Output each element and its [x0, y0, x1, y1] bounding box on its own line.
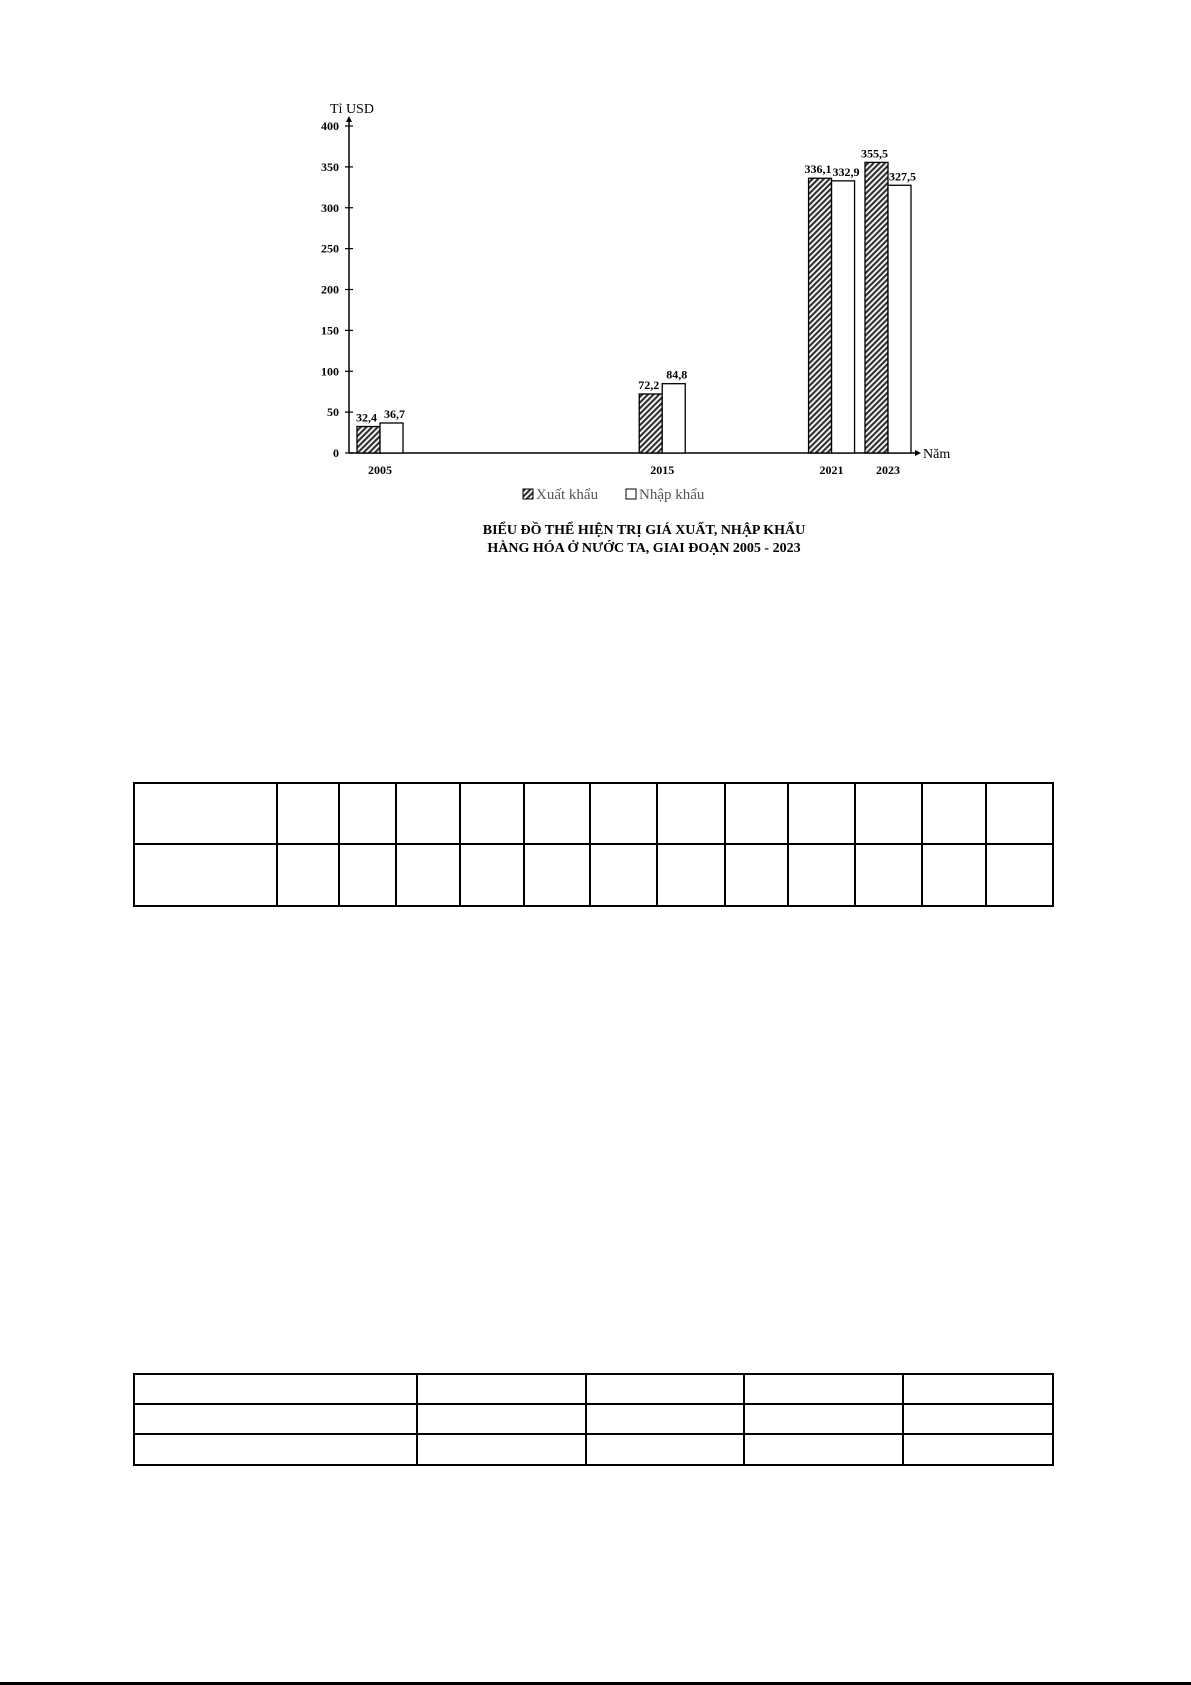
y-tick-label: 150: [321, 323, 339, 338]
y-tick-label: 100: [321, 364, 339, 379]
bar-export: [357, 427, 380, 453]
table-cell: [922, 844, 986, 906]
y-tick-label: 200: [321, 282, 339, 297]
x-tick-label: 2023: [876, 463, 900, 477]
y-tick-label: 250: [321, 241, 339, 256]
table-cell: [657, 844, 725, 906]
y-tick-label: 400: [321, 119, 339, 133]
table-cell: [417, 1404, 586, 1434]
table-cell: [788, 783, 855, 844]
table-cell: [586, 1374, 744, 1404]
table-cell: [396, 844, 460, 906]
y-tick-label: 350: [321, 159, 339, 174]
table-bottom: [133, 1373, 1054, 1466]
data-label: 336,1: [804, 162, 832, 177]
table-cell: [903, 1374, 1053, 1404]
data-label: 32,4: [356, 410, 377, 425]
y-tick-label: 300: [321, 200, 339, 215]
y-tick-label: 50: [327, 405, 339, 420]
table-cell: [134, 1404, 417, 1434]
bar-export: [865, 162, 888, 453]
table-cell: [417, 1434, 586, 1465]
legend-label-export: Xuất khẩu: [536, 487, 599, 503]
bar-export: [809, 178, 832, 453]
table-cell: [855, 783, 922, 844]
table-cell: [903, 1404, 1053, 1434]
table-cell: [134, 1374, 417, 1404]
table-cell: [986, 844, 1053, 906]
table-cell: [134, 1434, 417, 1465]
y-tick-label: 0: [333, 446, 339, 460]
data-label: 355,5: [861, 146, 888, 161]
x-axis-title: Năm: [923, 447, 951, 462]
data-label: 72,2: [638, 377, 660, 392]
legend-swatch-export: [523, 489, 533, 499]
legend-label-import: Nhập khẩu: [639, 487, 705, 503]
table-cell: [339, 844, 396, 906]
table-cell: [417, 1374, 586, 1404]
table-cell: [744, 1374, 903, 1404]
data-label: 36,7: [384, 406, 405, 421]
data-label: 84,8: [666, 367, 688, 382]
table-cell: [524, 783, 590, 844]
chart-title-line: BIỂU ĐỒ THỂ HIỆN TRỊ GIÁ XUẤT, NHẬP KHẨU: [482, 523, 806, 538]
export-import-chart: [0, 0, 1191, 580]
bar-import: [662, 384, 685, 453]
x-tick-label: 2015: [650, 463, 675, 477]
bar-import: [832, 181, 855, 453]
table-cell: [788, 844, 855, 906]
bar-export: [639, 394, 662, 453]
bar-import: [888, 185, 911, 453]
table-cell: [922, 783, 986, 844]
data-label: 332,9: [832, 164, 860, 179]
table-cell: [586, 1434, 744, 1465]
table-cell: [725, 844, 788, 906]
bar-import: [380, 423, 403, 453]
table-top: [133, 782, 1054, 907]
table-cell: [903, 1434, 1053, 1465]
table-cell: [134, 783, 277, 844]
chart-title-line: HÀNG HÓA Ở NƯỚC TA, GIAI ĐOẠN 2005 - 2023: [487, 541, 801, 556]
table-cell: [339, 783, 396, 844]
table-cell: [725, 783, 788, 844]
x-tick-label: 2021: [819, 463, 844, 477]
data-label: 327,5: [889, 169, 916, 184]
table-cell: [460, 783, 524, 844]
table-cell: [590, 783, 657, 844]
table-cell: [986, 783, 1053, 844]
table-cell: [855, 844, 922, 906]
table-cell: [460, 844, 524, 906]
table-cell: [524, 844, 590, 906]
y-axis-title: Tỉ USD: [330, 102, 374, 117]
table-cell: [744, 1434, 903, 1465]
table-cell: [590, 844, 657, 906]
table-cell: [134, 844, 277, 906]
table-cell: [396, 783, 460, 844]
legend-swatch-import: [626, 489, 636, 499]
x-axis-arrow: [915, 450, 921, 456]
table-cell: [744, 1404, 903, 1434]
table-cell: [277, 783, 339, 844]
table-cell: [657, 783, 725, 844]
table-cell: [277, 844, 339, 906]
table-cell: [586, 1404, 744, 1434]
x-tick-label: 2005: [368, 463, 392, 477]
